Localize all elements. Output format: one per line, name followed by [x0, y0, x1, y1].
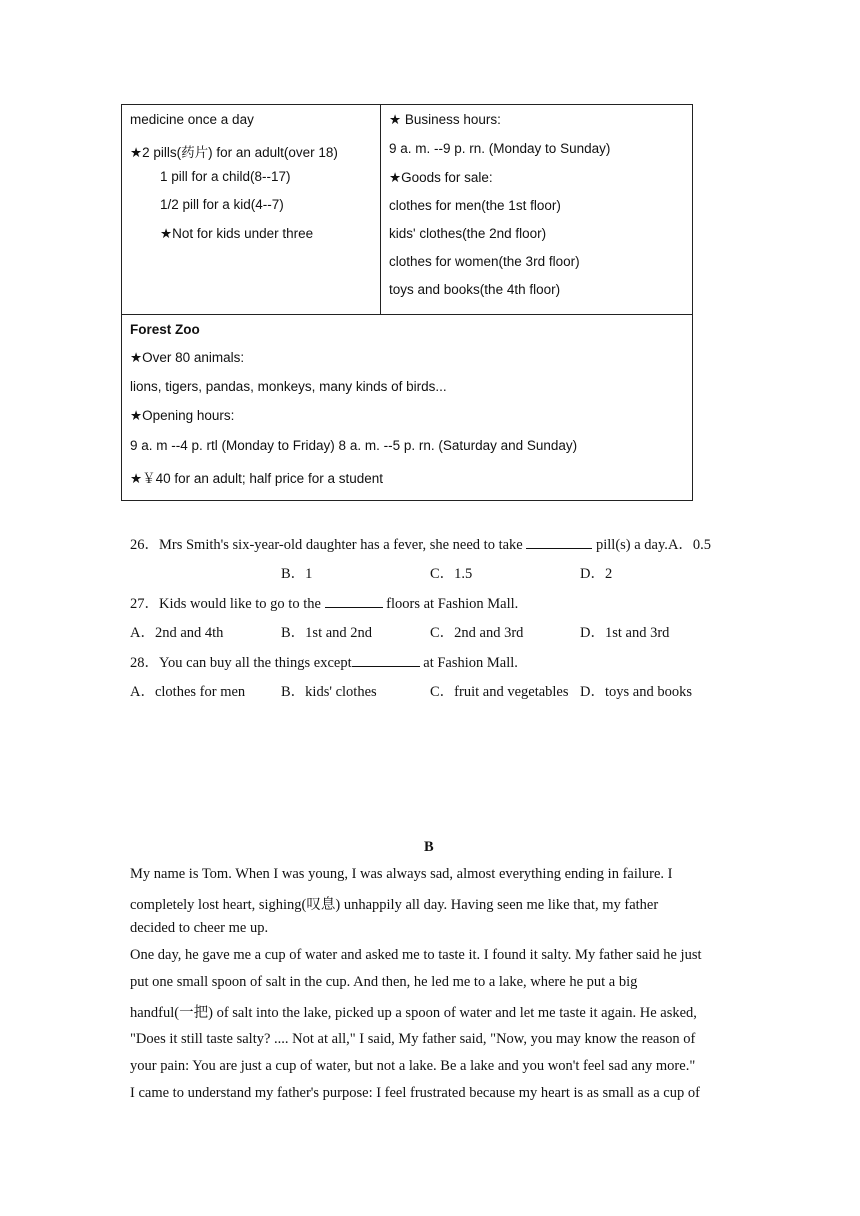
question-number: 27． — [130, 596, 159, 612]
question-28-stem — [130, 651, 518, 672]
medicine-line: 1/2 pill for a kid(4--7) — [160, 197, 284, 212]
option-a: A．clothes for men — [130, 684, 246, 700]
zoo-line: lions, tigers, pandas, monkeys, many kinds of birds... — [130, 379, 447, 394]
question-text: Kids would like to go to the — [159, 596, 321, 612]
passage-line: put one small spoon of salt in the cup. And then, he led me to a lake, where he put a big — [130, 974, 638, 990]
option-d: D．toys and books — [580, 684, 692, 700]
section-heading: B — [424, 839, 434, 855]
option-a: A．0.5 — [667, 537, 712, 553]
option-b: B．kids' clothes — [281, 684, 377, 700]
medicine-line: ★2 pills(药片) for an adult(over 18) — [130, 145, 338, 160]
mall-line: ★Goods for sale: — [389, 170, 493, 185]
option-a: A．2nd and 4th — [130, 625, 224, 641]
info-table — [121, 104, 693, 501]
question-text: Mrs Smith's six-year-old daughter has a fever, she need to take — [159, 537, 523, 553]
zoo-title: Forest Zoo — [130, 322, 200, 337]
passage-line: My name is Tom. When I was young, I was always sad, almost everything ending in failure. I — [130, 866, 673, 882]
option-c: C．fruit and vegetables — [430, 684, 569, 700]
option-d: D．1st and 3rd — [580, 625, 670, 641]
option-b: B．1 — [281, 566, 313, 582]
question-text: pill(s) a day. — [595, 537, 668, 553]
mall-line: 9 a. m. --9 p. rn. (Monday to Sunday) — [389, 141, 611, 156]
answer-blank — [526, 536, 592, 549]
mall-line: toys and books(the 4th floor) — [389, 282, 561, 297]
mall-line: clothes for women(the 3rd floor) — [389, 254, 580, 269]
zoo-cell — [122, 315, 693, 501]
question-26-stem — [130, 533, 711, 554]
passage-line: decided to cheer me up. — [130, 920, 269, 936]
option-c: C．2nd and 3rd — [430, 625, 524, 641]
medicine-line: ★Not for kids under three — [160, 226, 314, 241]
passage-line: your pain: You are just a cup of water, but not a lake. Be a lake and you won't feel sad any more." — [130, 1058, 696, 1074]
question-text: You can buy all the things except — [159, 655, 352, 671]
question-number: 26． — [130, 537, 159, 553]
zoo-line: 9 a. m --4 p. rtl (Monday to Friday) 8 a. m. --5 p. rn. (Saturday and Sunday) — [130, 438, 578, 453]
option-c: C．1.5 — [430, 566, 473, 582]
medicine-line: 1 pill for a child(8--17) — [160, 169, 291, 184]
medicine-cell — [122, 105, 381, 315]
option-d: D．2 — [580, 566, 613, 582]
mall-line: kids' clothes(the 2nd floor) — [389, 226, 547, 241]
mall-line: ★ Business hours: — [389, 112, 501, 127]
passage-line: handful(一把) of salt into the lake, picked up a spoon of water and let me taste it again. He asked, — [130, 1005, 697, 1021]
answer-blank — [352, 654, 420, 667]
question-27-stem — [130, 592, 518, 613]
question-text: floors at Fashion Mall. — [386, 596, 519, 612]
answer-blank — [325, 595, 383, 608]
zoo-line: ★￥40 for an adult; half price for a student — [130, 471, 383, 486]
passage-line: "Does it still taste salty? .... Not at all," I said, My father said, "Now, you may know the reason of — [130, 1031, 696, 1047]
passage-line: I came to understand my father's purpose: I feel frustrated because my heart is as small as a cup of — [130, 1085, 700, 1101]
question-text: at Fashion Mall. — [423, 655, 518, 671]
mall-line: clothes for men(the 1st floor) — [389, 198, 561, 213]
mall-cell — [381, 105, 693, 315]
zoo-line: ★Over 80 animals: — [130, 350, 245, 365]
option-b: B．1st and 2nd — [281, 625, 373, 641]
question-number: 28． — [130, 655, 159, 671]
passage-line: One day, he gave me a cup of water and asked me to taste it. I found it salty. My father said he just — [130, 947, 702, 963]
medicine-line: medicine once a day — [130, 112, 254, 127]
passage-line: completely lost heart, sighing(叹息) unhappily all day. Having seen me like that, my father — [130, 897, 659, 913]
zoo-line: ★Opening hours: — [130, 408, 235, 423]
